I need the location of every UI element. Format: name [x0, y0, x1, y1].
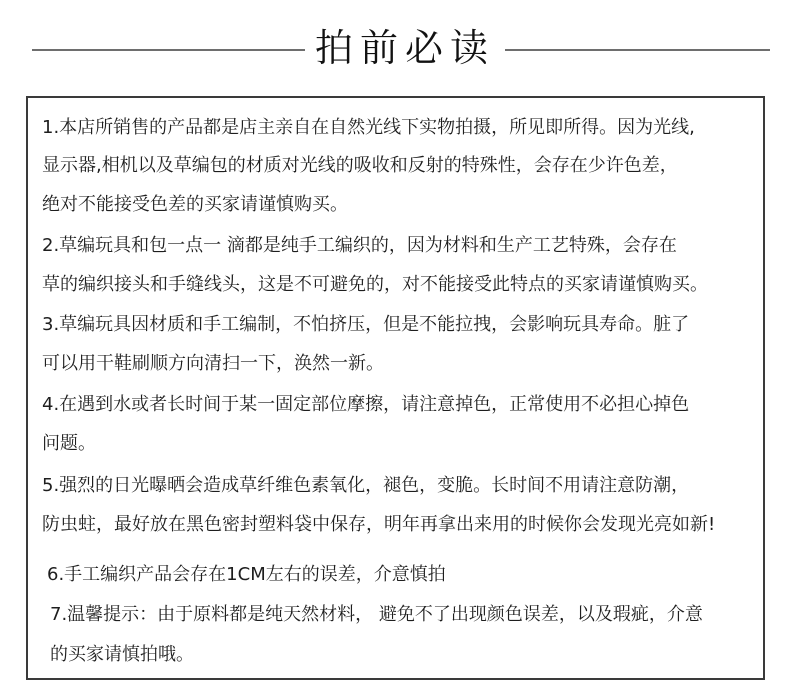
notice-box: [26, 96, 765, 680]
notice-line-1: 1.本店所销售的产品都是店主亲自在自然光线下实物拍摄，所见即所得。因为光线,: [42, 117, 695, 138]
notice-line-9: 问题。: [42, 433, 96, 454]
page-title: 拍前必读: [314, 26, 495, 70]
header: [0, 22, 790, 74]
notice-line-8: 4.在遇到水或者长时间于某一固定部位摩擦，请注意掉色，正常使用不必担心掉色: [42, 394, 690, 415]
header-rule-left: [32, 49, 305, 51]
notice-line-12: 6.手工编织产品会存在1CM左右的误差，介意慎拍: [47, 564, 446, 585]
notice-line-4: 2.草编玩具和包一点一 滴都是纯手工编织的，因为材料和生产工艺特殊，会存在: [42, 235, 677, 256]
notice-line-13: 7.温馨提示：由于原料都是纯天然材料， 避免不了出现颜色误差，以及瑕疵，介意: [50, 604, 703, 625]
notice-line-2: 显示器,相机以及草编包的材质对光线的吸收和反射的特殊性，会存在少许色差，: [42, 155, 678, 176]
notice-line-5: 草的编织接头和手缝线头，这是不可避免的，对不能接受此特点的买家请谨慎购买。: [42, 274, 708, 295]
notice-line-3: 绝对不能接受色差的买家请谨慎购买。: [42, 194, 348, 215]
header-rule-right: [505, 49, 770, 51]
notice-line-14: 的买家请慎拍哦。: [50, 644, 194, 665]
notice-line-11: 防虫蛀，最好放在黑色密封塑料袋中保存，明年再拿出来用的时候你会发现光亮如新!: [42, 514, 716, 535]
notice-line-6: 3.草编玩具因材质和手工编制，不怕挤压，但是不能拉拽，会影响玩具寿命。脏了: [42, 314, 690, 335]
notice-line-10: 5.强烈的日光曝晒会造成草纤维色素氧化，褪色，变脆。长时间不用请注意防潮，: [42, 475, 690, 496]
notice-line-7: 可以用干鞋刷顺方向清扫一下，涣然一新。: [42, 353, 384, 374]
